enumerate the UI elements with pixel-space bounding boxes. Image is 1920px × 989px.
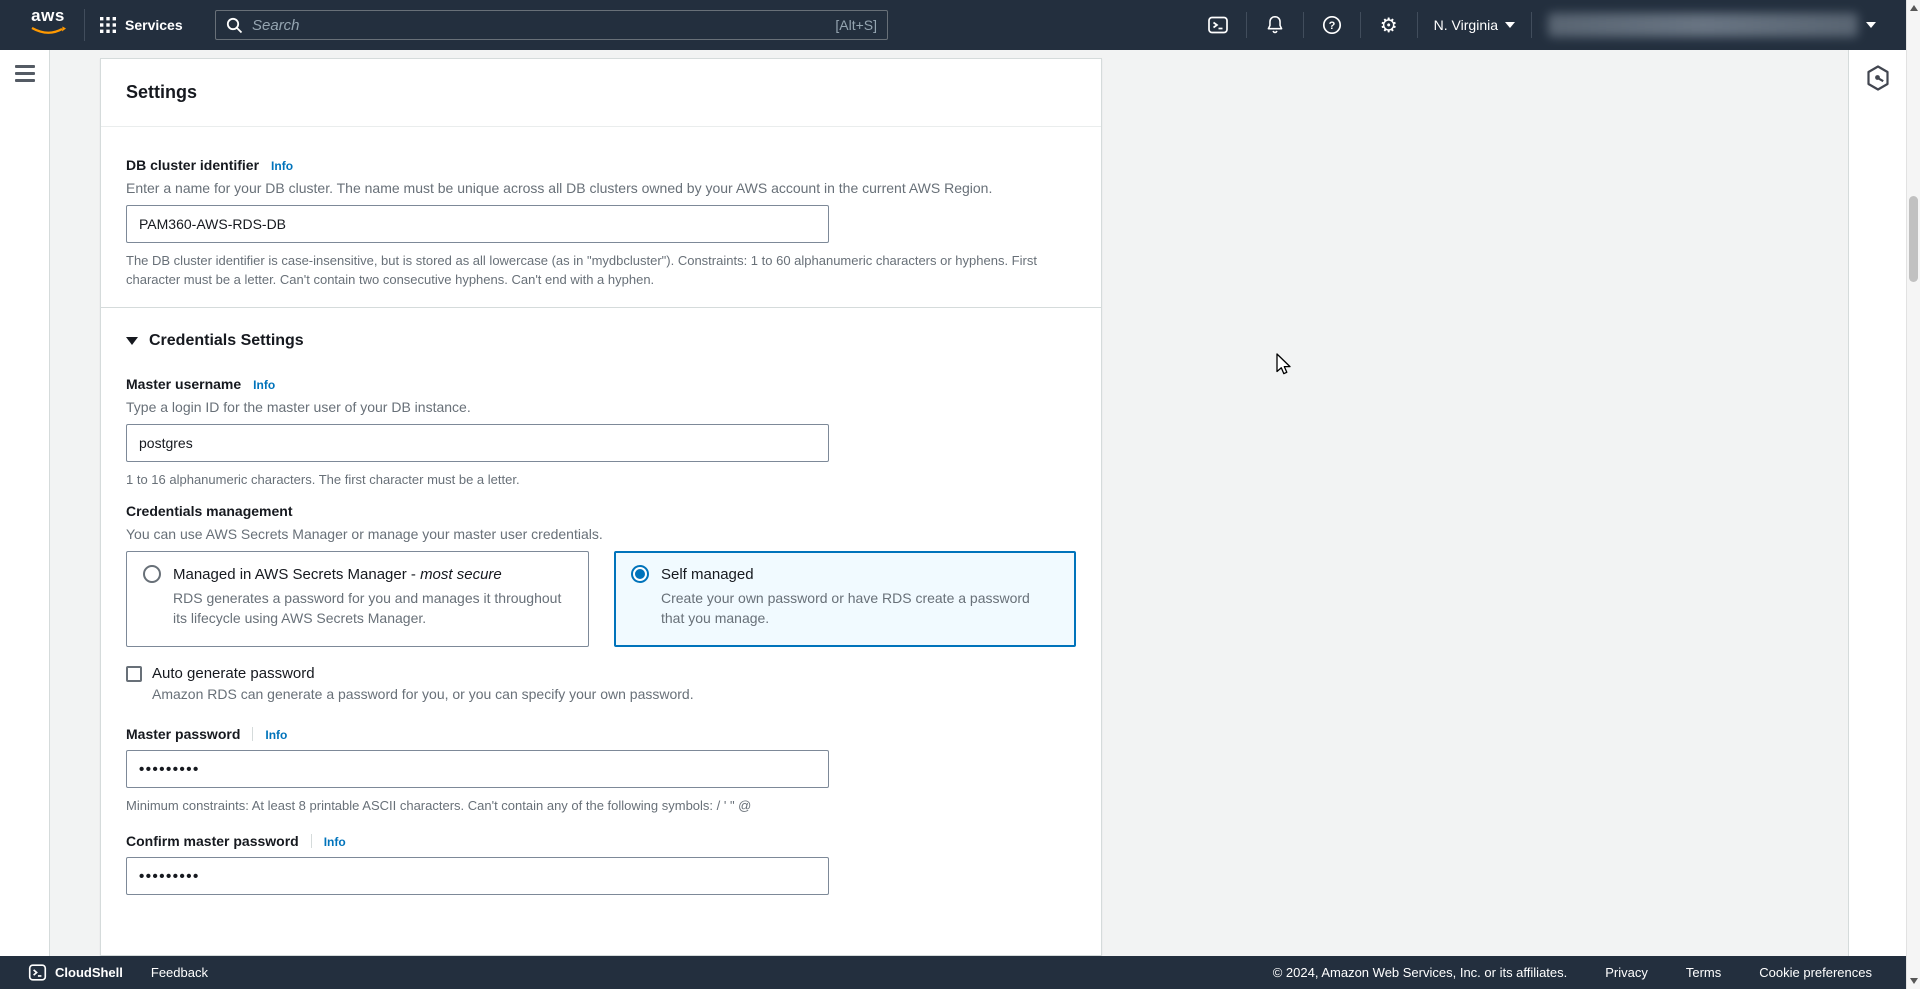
credentials-settings-title: Credentials Settings bbox=[149, 332, 304, 349]
terms-link[interactable]: Terms bbox=[1685, 965, 1722, 980]
radio-unselected-icon[interactable] bbox=[143, 565, 161, 583]
scrollbar-thumb[interactable] bbox=[1909, 196, 1918, 282]
vertical-scrollbar[interactable] bbox=[1906, 0, 1920, 989]
question-circle-icon bbox=[1321, 14, 1343, 36]
right-sidebar bbox=[1848, 50, 1906, 956]
confirm-master-password-label: Confirm master password bbox=[126, 833, 299, 849]
privacy-link[interactable]: Privacy bbox=[1605, 965, 1648, 980]
credentials-management-label: Credentials management bbox=[126, 503, 293, 519]
master-password-constraint: Minimum constraints: At least 8 printable ASCII characters. Can't contain any of the following symbols: / ' " @ bbox=[126, 798, 752, 813]
master-password-label: Master password bbox=[126, 726, 241, 742]
confirm-master-password-input[interactable] bbox=[126, 857, 829, 895]
account-menu[interactable] bbox=[1548, 13, 1876, 37]
master-password-input[interactable] bbox=[126, 750, 829, 788]
option-secrets-manager-title-emphasis: most secure bbox=[420, 565, 502, 583]
svg-text:?: ? bbox=[1328, 20, 1336, 32]
auto-generate-password-checkbox[interactable] bbox=[126, 666, 142, 682]
credentials-management-options bbox=[126, 551, 1076, 647]
radio-selected-icon[interactable] bbox=[631, 565, 649, 583]
services-grid-icon bbox=[100, 17, 116, 33]
aws-smile-icon bbox=[29, 26, 67, 36]
search-icon bbox=[226, 17, 243, 34]
settings-panel bbox=[100, 58, 1102, 956]
master-username-info-link[interactable]: Info bbox=[253, 378, 276, 392]
nav-divider bbox=[1531, 12, 1532, 38]
settings-gear-button[interactable] bbox=[1377, 13, 1401, 37]
global-search[interactable] bbox=[215, 10, 888, 40]
label-divider bbox=[311, 834, 312, 848]
credentials-management-description: You can use AWS Secrets Manager or manage your master user credentials. bbox=[126, 526, 603, 542]
cloudshell-label: CloudShell bbox=[55, 965, 123, 980]
cloudshell-terminal-button[interactable] bbox=[1206, 13, 1230, 37]
option-self-managed[interactable] bbox=[614, 551, 1076, 647]
auto-generate-password-description: Amazon RDS can generate a password for you, or you can specify your own password. bbox=[152, 686, 694, 702]
region-label: N. Virginia bbox=[1433, 17, 1498, 33]
nav-right-controls bbox=[1206, 0, 1876, 50]
chevron-down-icon bbox=[1866, 22, 1876, 28]
nav-divider bbox=[1417, 12, 1418, 38]
db-cluster-identifier-input[interactable] bbox=[126, 205, 829, 243]
db-cluster-identifier-description: Enter a name for your DB cluster. The name must be unique across all DB clusters owned by your AWS account in the current AWS Region. bbox=[126, 180, 993, 196]
cloudshell-terminal-icon bbox=[1207, 14, 1229, 36]
option-self-managed-description: Create your own password or have RDS create a password that you manage. bbox=[661, 590, 1030, 626]
notifications-bell-button[interactable] bbox=[1263, 13, 1287, 37]
mouse-cursor-icon bbox=[1272, 352, 1294, 381]
confirm-master-password-info-link[interactable]: Info bbox=[323, 835, 346, 849]
feedback-button[interactable]: Feedback bbox=[150, 965, 208, 980]
master-username-input[interactable] bbox=[126, 424, 829, 462]
master-password-info-link[interactable]: Info bbox=[265, 728, 288, 742]
settings-panel-header bbox=[101, 59, 1101, 127]
region-selector[interactable] bbox=[1434, 17, 1515, 33]
nav-divider bbox=[84, 9, 85, 41]
db-cluster-identifier-label: DB cluster identifier bbox=[126, 157, 260, 173]
left-sidebar bbox=[0, 50, 50, 956]
help-button[interactable] bbox=[1320, 13, 1344, 37]
aws-logo[interactable] bbox=[27, 6, 69, 41]
page-title: Settings bbox=[126, 82, 198, 102]
search-input[interactable] bbox=[252, 17, 835, 34]
menu-hamburger-button[interactable] bbox=[15, 65, 35, 82]
option-managed-in-secrets-manager[interactable] bbox=[126, 551, 589, 647]
hamburger-icon bbox=[15, 65, 35, 68]
nav-divider bbox=[1246, 12, 1247, 38]
option-secrets-manager-description: RDS generates a password for you and manages it throughout its lifecycle using AWS Secrets Manager. bbox=[173, 590, 562, 626]
settings-panel-body bbox=[101, 127, 1101, 895]
option-self-managed-title: Self managed bbox=[661, 565, 754, 583]
search-shortcut-hint: [Alt+S] bbox=[835, 17, 877, 33]
chevron-down-icon bbox=[1505, 22, 1515, 28]
scrollbar-down-arrow-icon[interactable] bbox=[1910, 978, 1918, 984]
bell-icon bbox=[1264, 14, 1286, 36]
auto-generate-password-label[interactable]: Auto generate password bbox=[152, 665, 315, 682]
scrollbar-up-arrow-icon[interactable] bbox=[1910, 5, 1918, 11]
cloudshell-footer-button[interactable] bbox=[28, 963, 123, 982]
copyright-text: © 2024, Amazon Web Services, Inc. or its affiliates. bbox=[1272, 965, 1568, 980]
db-cluster-identifier-constraint: The DB cluster identifier is case-insensitive, but is stored as all lowercase (as in "mydbcluster"). Constraints: 1 to 60 alphanumeric characters or hyphens. First character must be a letter. Can't contain two consecutive hyphens. Can't end with a hyphen. bbox=[126, 253, 1037, 287]
nav-divider bbox=[1303, 12, 1304, 38]
label-divider bbox=[252, 727, 253, 741]
aws-logo-text: aws bbox=[31, 6, 65, 25]
cookie-preferences-link[interactable]: Cookie preferences bbox=[1759, 965, 1872, 980]
amazon-q-button[interactable] bbox=[1863, 63, 1893, 93]
services-menu-button[interactable] bbox=[100, 17, 183, 33]
option-secrets-manager-title: Managed in AWS Secrets Manager - bbox=[173, 565, 421, 583]
master-username-constraint: 1 to 16 alphanumeric characters. The first character must be a letter. bbox=[126, 472, 520, 487]
services-label: Services bbox=[125, 17, 183, 33]
db-cluster-identifier-info-link[interactable]: Info bbox=[271, 159, 294, 173]
credentials-settings-section-toggle[interactable] bbox=[126, 332, 1076, 350]
account-name-redacted bbox=[1548, 13, 1858, 37]
section-divider bbox=[101, 307, 1101, 308]
collapse-triangle-icon bbox=[126, 337, 138, 345]
nav-divider bbox=[1360, 12, 1361, 38]
cloudshell-terminal-icon bbox=[28, 963, 47, 982]
top-navigation-bar bbox=[0, 0, 1906, 50]
gear-icon: ⚙ bbox=[1379, 13, 1398, 37]
master-username-label: Master username bbox=[126, 376, 242, 392]
amazon-q-hexagon-icon bbox=[1866, 65, 1890, 91]
master-username-description: Type a login ID for the master user of your DB instance. bbox=[126, 399, 471, 415]
console-footer bbox=[0, 956, 1906, 989]
